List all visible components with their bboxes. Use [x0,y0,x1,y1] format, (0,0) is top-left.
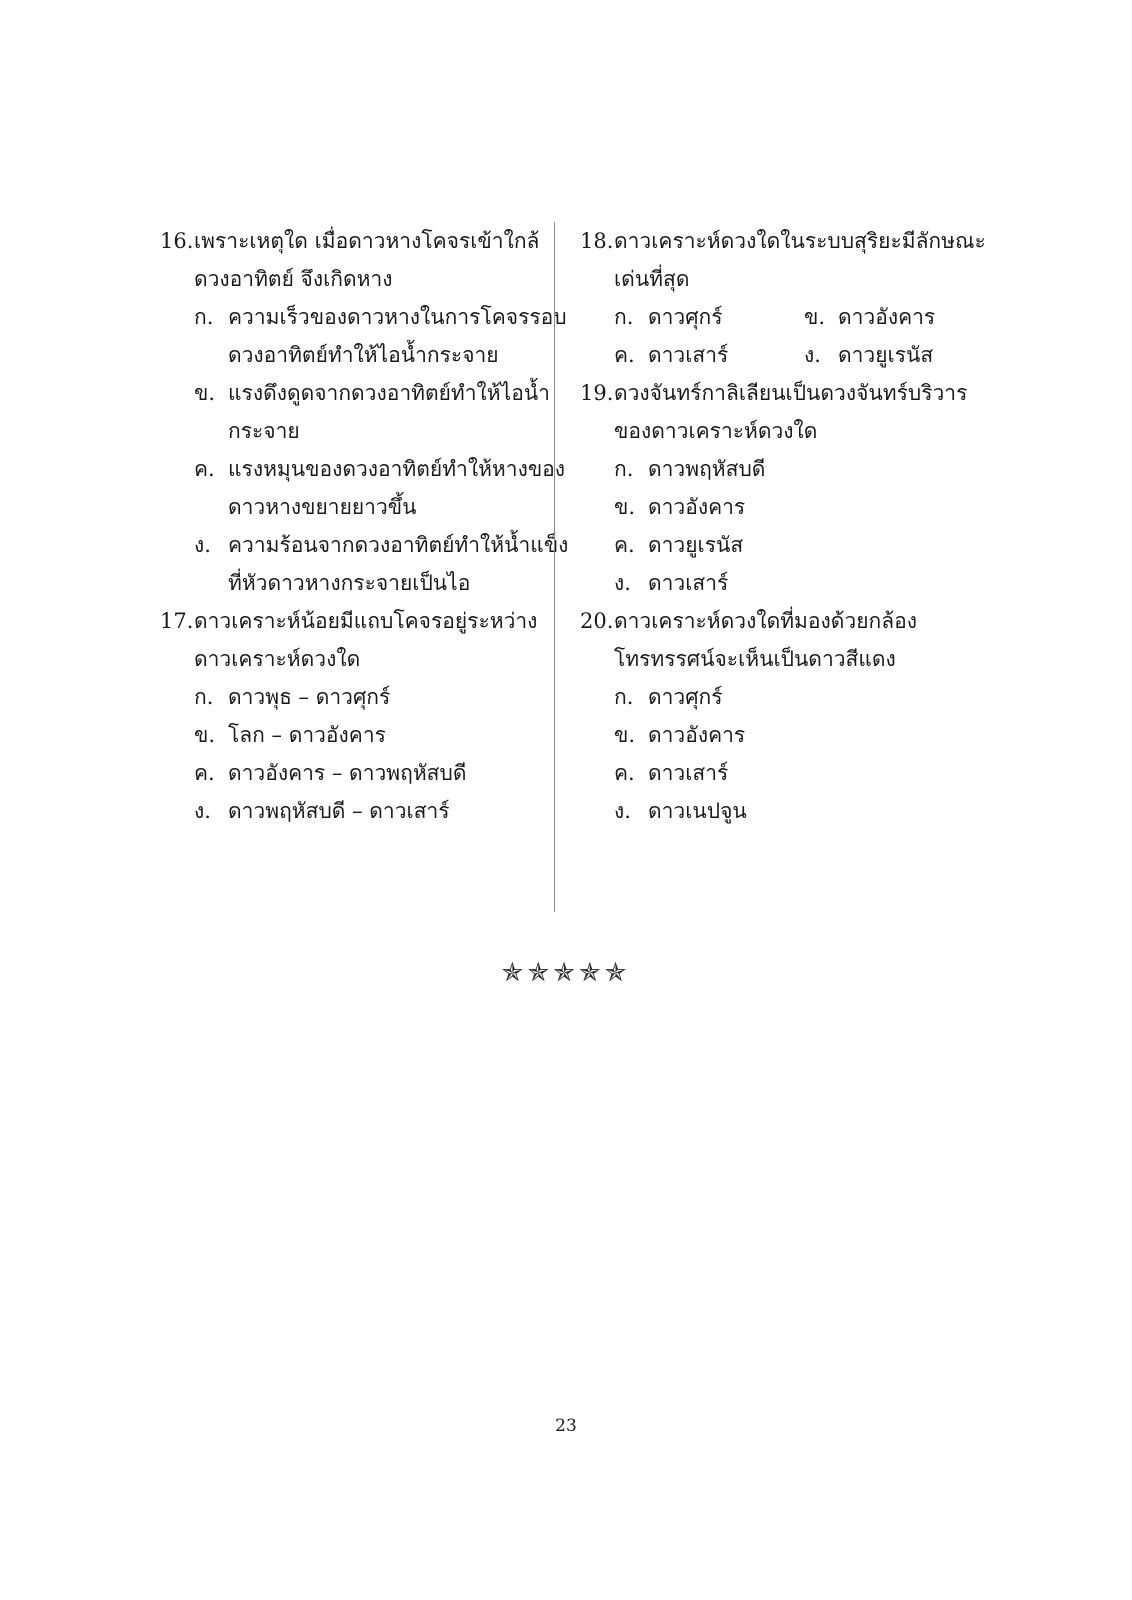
option-text: ดาวอังคาร [648,723,746,747]
option-text: ดาวอังคาร – ดาวพฤหัสบดี [228,761,467,785]
question-17 [160,602,540,640]
option-ko [580,450,1000,488]
option-letter: ค. [614,533,635,557]
option-text: ความเร็วของดาวหางในการโคจรรอบ [228,305,567,329]
option-letter: ข. [194,381,216,405]
option-kho [160,374,550,412]
question-text: ดาวเคราะห์ดวงใดที่มองด้วยกล้อง [614,609,917,633]
question-text: ดาวเคราะห์ดวงใดในระบบสุริยะมีลักษณะ [614,229,986,253]
option-letter: ก. [194,685,214,709]
option-letter: ค. [614,761,635,785]
question-19 [580,374,1000,412]
option-text: ความร้อนจากดวงอาทิตย์ทำให้น้ำแข็ง [228,533,569,557]
option-text-cont: ดาวหางขยายยาวขึ้น [228,495,417,519]
option-text-cont: ดวงอาทิตย์ทำให้ไอน้ำกระจาย [228,343,499,367]
option-ngo [160,792,540,830]
option-text: ดาวศุกร์ [648,305,723,329]
option-text: ดาวเนปจูน [648,799,747,823]
left-column [160,222,569,830]
option-ngo [160,526,569,564]
option-text: ดาวอังคาร [838,305,936,329]
option-letter: ข. [804,305,826,329]
option-kho-khwai [160,754,540,792]
option-letter: ก. [614,685,634,709]
page-number: 23 [555,1416,577,1436]
option-letter: ก. [614,457,634,481]
question-text: เพราะเหตุใด เมื่อดาวหางโคจรเข้าใกล้ [194,229,540,253]
question-number: 16. [160,229,194,253]
option-kho [580,488,1000,526]
right-column [580,222,1000,830]
option-kho-khwai [580,754,1000,792]
option-kho [160,716,540,754]
option-ngo [580,792,1000,830]
option-text-cont: ที่หัวดาวหางกระจายเป็นไอ [228,571,471,595]
column-divider [554,222,555,912]
option-letter: ง. [194,799,211,823]
option-row [580,298,1000,336]
option-letter: ค. [194,457,215,481]
star-separator: ✯✯✯✯✯ [501,958,631,988]
option-text: ดาวพฤหัสบดี [648,457,766,481]
question-16 [160,222,540,260]
option-ko [160,298,567,336]
option-ngo [580,564,1000,602]
question-text: ดาวเคราะห์น้อยมีแถบโคจรอยู่ระหว่าง [194,609,538,633]
option-text: แรงหมุนของดวงอาทิตย์ทำให้หางของ [228,457,566,481]
option-kho [580,716,1000,754]
option-text: ดาวเสาร์ [648,343,729,367]
option-letter: ง. [614,799,631,823]
option-letter: ก. [194,305,214,329]
option-text: ดาวยูเรนัส [838,343,934,367]
option-ko [160,678,540,716]
option-text: ดาวเสาร์ [648,761,729,785]
question-text-cont: ดาวเคราะห์ดวงใด [194,647,361,671]
question-text-cont: โทรทรรศน์จะเห็นเป็นดาวสีแดง [614,647,896,671]
question-number: 18. [580,229,614,253]
option-ko [580,678,1000,716]
option-letter: ค. [614,343,635,367]
question-text: ดวงจันทร์กาลิเลียนเป็นดวงจันทร์บริวาร [614,381,968,405]
question-text-cont: เด่นที่สุด [614,267,690,291]
option-text: ดาวอังคาร [648,495,746,519]
option-text: โลก – ดาวอังคาร [228,723,386,747]
option-text: ดาวเสาร์ [648,571,729,595]
question-text-cont: ของดาวเคราะห์ดวงใด [614,419,818,443]
option-kho-khwai [160,450,566,488]
option-text: ดาวยูเรนัส [648,533,744,557]
question-number: 19. [580,381,614,405]
option-text-cont: กระจาย [228,419,300,443]
option-letter: ข. [614,495,636,519]
option-text: ดาวพุธ – ดาวศุกร์ [228,685,391,709]
option-letter: ก. [614,305,634,329]
option-letter: ง. [614,571,631,595]
option-text: ดาวศุกร์ [648,685,723,709]
option-row [580,336,1000,374]
option-letter: ง. [804,343,821,367]
question-number: 17. [160,609,194,633]
question-18 [580,222,1000,260]
question-20 [580,602,1000,640]
option-letter: ข. [194,723,216,747]
option-letter: ง. [194,533,211,557]
option-text: แรงดึงดูดจากดวงอาทิตย์ทำให้ไอน้ำ [228,381,550,405]
question-number: 20. [580,609,614,633]
option-kho-khwai [580,526,1000,564]
question-text-cont: ดวงอาทิตย์ จึงเกิดหาง [194,267,393,291]
option-letter: ข. [614,723,636,747]
option-text: ดาวพฤหัสบดี – ดาวเสาร์ [228,799,450,823]
option-letter: ค. [194,761,215,785]
